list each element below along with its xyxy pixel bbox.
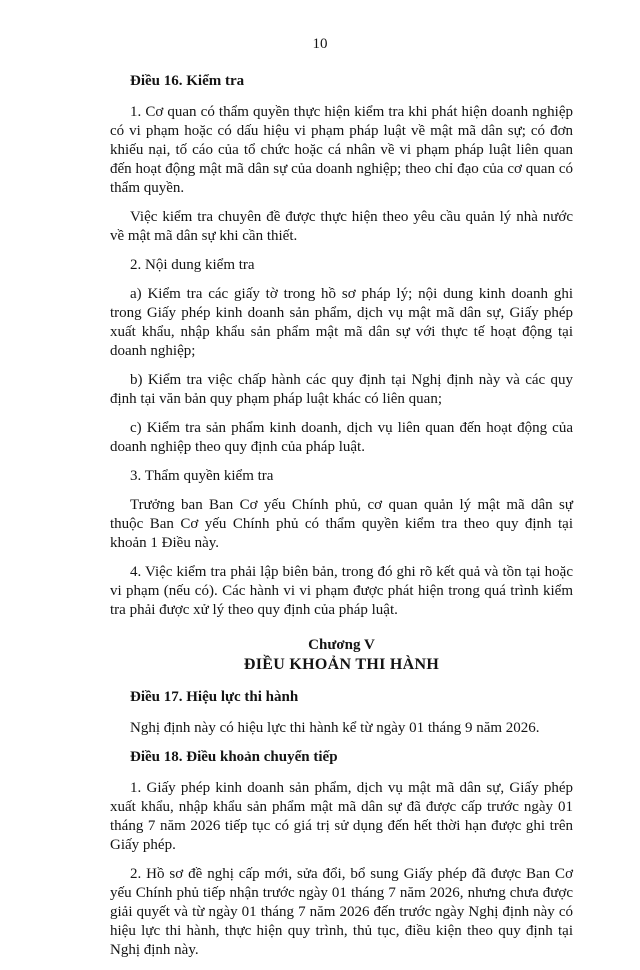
article-16-clause-2b: b) Kiểm tra việc chấp hành các quy định tại Nghị định này và các quy định tại văn bản quy phạm pháp luật khác có liên quan; [110, 372, 573, 407]
article-18-clause-2: 2. Hồ sơ đề nghị cấp mới, sửa đổi, bổ sung Giấy phép đã được Ban Cơ yếu Chính phủ tiếp nhận trước ngày 01 tháng 7 năm 2026, nhưng chưa được giải quyết và từ ngày 01 tháng 7 năm 2026 đến trước ngày Nghị định này có hiệu lực thi hành, thực hiện quy trình, thủ tục, điều kiện theo quy định tại Nghị định này. [110, 866, 573, 958]
article-16-clause-2: 2. Nội dung kiểm tra [130, 257, 255, 273]
article-16-clause-2a: a) Kiểm tra các giấy tờ trong hồ sơ pháp lý; nội dung kinh doanh ghi trong Giấy phép kinh doanh sản phẩm, dịch vụ mật mã dân sự, Giấy phép xuất khẩu, nhập khẩu sản phẩm mật mã dân sự với thực tế hoạt động tại doanh nghiệp; [110, 286, 573, 359]
article-18-heading: Điều 18. Điều khoản chuyển tiếp [130, 749, 338, 765]
chapter-label: Chương V [308, 637, 375, 653]
article-16-clause-3-text: Trưởng ban Ban Cơ yếu Chính phủ, cơ quan quản lý mật mã dân sự thuộc Ban Cơ yếu Chính phủ có thẩm quyền kiểm tra theo quy định tại khoản 1 Điều này. [110, 497, 573, 551]
article-16-clause-1: 1. Cơ quan có thẩm quyền thực hiện kiểm tra khi phát hiện doanh nghiệp có vi phạm hoặc có dấu hiệu vi phạm pháp luật về mật mã dân sự; có đơn khiếu nại, tố cáo của tổ chức hoặc cá nhân về vi phạm pháp luật liên quan đến hoạt động mật mã dân sự của doanh nghiệp; theo chỉ đạo của cơ quan có thẩm quyền. [110, 104, 573, 196]
article-16-clause-3: 3. Thẩm quyền kiểm tra [130, 468, 274, 484]
article-18-clause-1: 1. Giấy phép kinh doanh sản phẩm, dịch vụ mật mã dân sự, Giấy phép xuất khẩu, nhập khẩu sản phẩm mật mã dân sự đã được cấp trước ngày 01 tháng 7 năm 2026 tiếp tục có giá trị sử dụng đến hết thời hạn được ghi trên Giấy phép. [110, 780, 573, 853]
article-16-heading: Điều 16. Kiểm tra [130, 73, 245, 89]
article-16-clause-2c: c) Kiểm tra sản phẩm kinh doanh, dịch vụ liên quan đến hoạt động của doanh nghiệp theo quy định của pháp luật. [110, 420, 573, 455]
chapter-title: ĐIỀU KHOẢN THI HÀNH [243, 656, 440, 673]
article-17-heading: Điều 17. Hiệu lực thi hành [130, 689, 299, 705]
page-number: 10 [312, 36, 328, 52]
article-16-clause-1-note: Việc kiểm tra chuyên đề được thực hiện theo yêu cầu quản lý nhà nước về mật mã dân sự khi cần thiết. [110, 209, 573, 244]
article-17-text: Nghị định này có hiệu lực thi hành kể từ ngày 01 tháng 9 năm 2026. [130, 720, 540, 736]
document-body [110, 72, 573, 970]
article-16-clause-4: 4. Việc kiểm tra phải lập biên bản, trong đó ghi rõ kết quả và tồn tại hoặc vi phạm (nếu có). Các hành vi vi phạm được phát hiện trong quá trình kiểm tra phải được xử lý theo quy định của pháp luật. [110, 564, 573, 618]
